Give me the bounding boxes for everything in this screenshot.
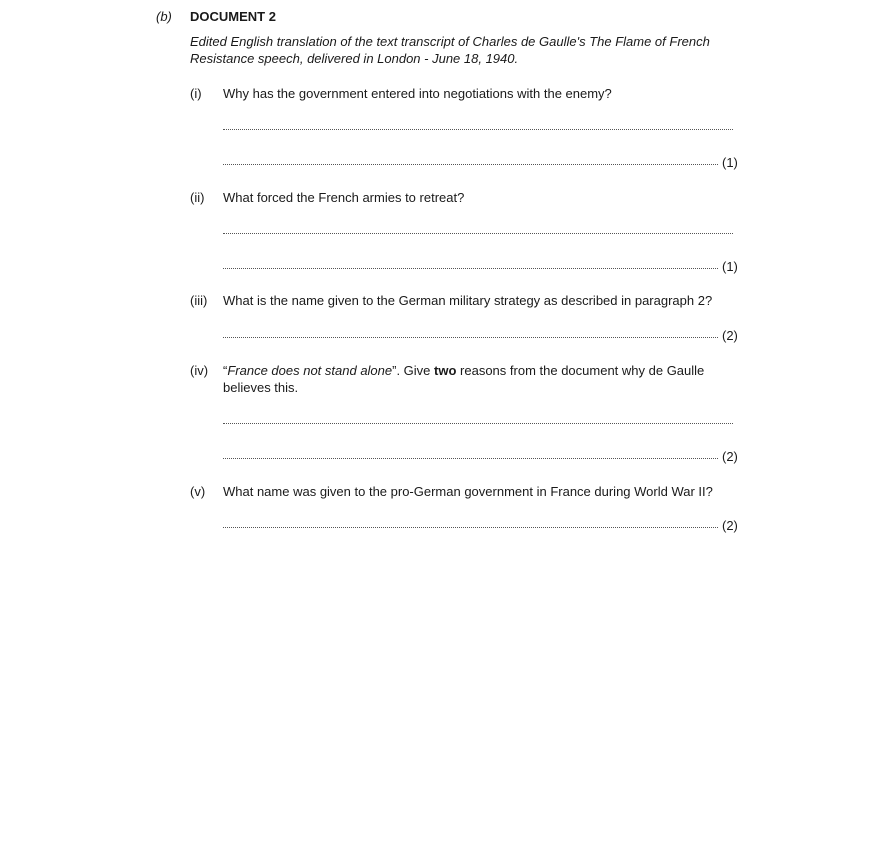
question-text: What is the name given to the German military strategy as described in paragraph 2? xyxy=(223,293,713,308)
answer-line[interactable] xyxy=(223,422,733,424)
quote-text: France does not stand alone xyxy=(227,363,393,378)
question-text xyxy=(223,363,704,378)
question-number: (i) xyxy=(190,86,202,101)
question-text: Why has the government entered into negotiations with the enemy? xyxy=(223,86,612,101)
caption-line-2: Resistance speech, delivered in London - June 18, 1940. xyxy=(190,51,519,66)
marks-label: (1) xyxy=(722,259,738,274)
quote-close: ”. Give xyxy=(392,363,435,378)
question-number: (iv) xyxy=(190,363,209,378)
question-text-rest: reasons from the document why de Gaulle xyxy=(456,363,705,378)
question-text: What forced the French armies to retreat? xyxy=(223,190,465,205)
marks-label: (2) xyxy=(722,328,738,343)
answer-line[interactable] xyxy=(223,163,718,165)
quote-open: “ xyxy=(223,363,228,378)
answer-line[interactable] xyxy=(223,336,718,338)
question-number: (iii) xyxy=(190,293,208,308)
marks-label: (2) xyxy=(722,449,738,464)
answer-line[interactable] xyxy=(223,457,718,459)
answer-line[interactable] xyxy=(223,267,718,269)
document-title: DOCUMENT 2 xyxy=(190,9,276,24)
answer-line[interactable] xyxy=(223,128,733,130)
answer-line[interactable] xyxy=(223,526,718,528)
marks-label: (1) xyxy=(722,155,738,170)
section-label: (b) xyxy=(156,9,172,24)
question-number: (ii) xyxy=(190,190,205,205)
question-text: What name was given to the pro-German government in France during World War II? xyxy=(223,484,713,499)
answer-line[interactable] xyxy=(223,232,733,234)
emphasis-word: two xyxy=(434,363,457,378)
marks-label: (2) xyxy=(722,518,738,533)
question-number: (v) xyxy=(190,484,206,499)
question-text-line-2: believes this. xyxy=(223,380,299,395)
caption-line-1: Edited English translation of the text transcript of Charles de Gaulle's The Flame of French xyxy=(190,34,710,49)
